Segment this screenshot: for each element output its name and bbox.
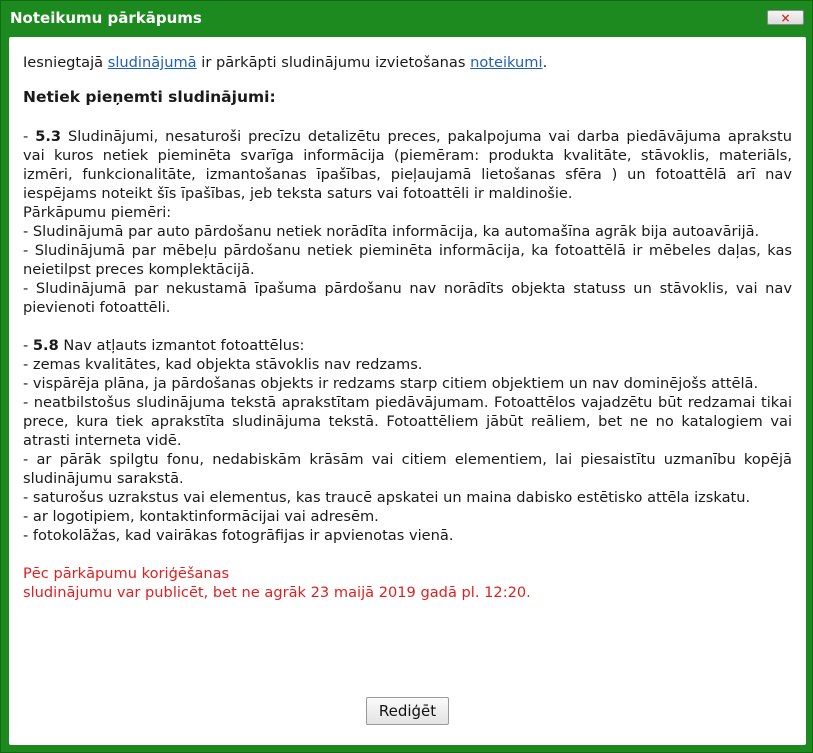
- rule-number: 5.8: [32, 337, 59, 354]
- close-button[interactable]: [767, 10, 804, 25]
- action-row: [9, 697, 806, 725]
- photo-rule-item: - vispārēja plāna, ja pārdošanas objekts ir redzams starp citiem objektiem un nav dominējošs attēlā.: [23, 375, 759, 392]
- photo-rule-item: - fotokolāžas, kad vairākas fotogrāfijas ir apvienotas vienā.: [23, 527, 454, 544]
- intro-text: [23, 53, 792, 72]
- notice-line: Pēc pārkāpumu koriģēšanas: [23, 565, 230, 582]
- rule-5-8: [23, 336, 792, 545]
- photo-rule-item: - neatbilstošus sludinājuma tekstā aprakstītam piedāvājumam. Fotoattēlos vajadzētu būt redzamai tikai prece, kura tiek aprakstīta sludinājuma tekstā. Fotoattēliem jābūt reāliem, bet ne no katalogiem vai atrasti interneta vidē.: [23, 394, 792, 449]
- dialog-content: [9, 37, 806, 745]
- rule-5-3: [23, 127, 792, 317]
- close-icon: ×: [780, 10, 791, 25]
- rule-5-8-text: [23, 336, 792, 355]
- photo-rule-item: - ar logotipiem, kontaktinformācijai vai adresēm.: [23, 508, 379, 525]
- rule-dash: -: [23, 128, 36, 145]
- rule-5-3-text: [23, 127, 792, 203]
- rule-description: Nav atļauts izmantot fotoattēlus:: [58, 337, 305, 354]
- rules-link[interactable]: noteikumi: [470, 54, 543, 71]
- ad-link[interactable]: sludinājumā: [107, 54, 197, 71]
- publish-notice: [23, 564, 792, 602]
- example-item: - Sludinājumā par nekustamā īpašuma pārdošanu nav norādīts objekta statuss un stāvoklis, vai nav pievienoti fotoattēli.: [23, 280, 792, 316]
- photo-rule-item: - zemas kvalitātes, kad objekta stāvoklis nav redzams.: [23, 356, 423, 373]
- dialog-titlebar[interactable]: [1, 1, 812, 35]
- edit-button[interactable]: Rediģēt: [366, 697, 449, 725]
- example-item: - Sludinājumā par auto pārdošanu netiek norādīta informācija, ka automašīna agrāk bija autoavārijā.: [23, 223, 760, 240]
- rule-number: 5.3: [35, 128, 62, 145]
- intro-suffix: .: [542, 54, 548, 71]
- photo-rule-item: - ar pārāk spilgtu fonu, nedabiskām krāsām vai citiem elementiem, lai piesaistītu uzmanību kopējā sludinājumu sarakstā.: [23, 451, 792, 487]
- dialog-title: Noteikumu pārkāpums: [10, 9, 202, 27]
- section-heading: Netiek pieņemti sludinājumi:: [23, 88, 276, 106]
- example-item: - Sludinājumā par mēbeļu pārdošanu netiek pieminēta informācija, ka fotoattēlā ir mēbeles daļas, kas neietilpst preces komplektācijā.: [23, 242, 792, 278]
- intro-middle: ir pārkāpti sludinājumu izvietošanas: [196, 54, 471, 71]
- intro-prefix: Iesniegtajā: [23, 54, 108, 71]
- examples-title: Pārkāpumu piemēri:: [23, 204, 172, 221]
- rule-dash: -: [23, 337, 33, 354]
- rule-description: Sludinājumi, nesaturoši precīzu detalizētu preces, pakalpojuma vai darba piedāvājuma aprakstu vai kuros netiek pieminēta svarīga informācija (piemēram: produkta kvalitāte, stāvoklis, materiāls, izmēri, funkcionalitāte, izmantošanas īpašības, pieļaujamā lietošanas sfēra ) un fotoattēlā arī nav iespējams noteikt šīs īpašības, jeb teksta saturs vai fotoattēli ir maldinošie.: [23, 128, 793, 202]
- photo-rule-item: - saturošus uzrakstus vai elementus, kas traucē apskatei un maina dabisko estētisko attēla izskatu.: [23, 489, 751, 506]
- notice-line: sludinājumu var publicēt, bet ne agrāk 23 maijā 2019 gadā pl. 12:20.: [23, 584, 531, 601]
